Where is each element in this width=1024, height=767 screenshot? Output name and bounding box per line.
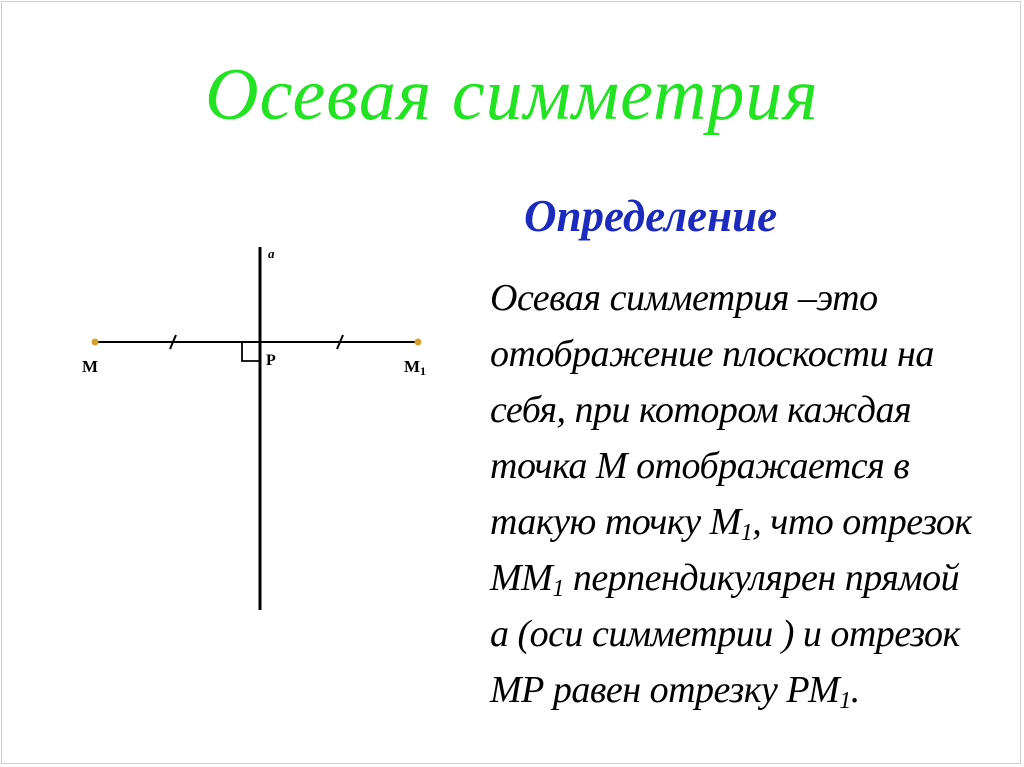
definition-line-6-subscript: 1	[552, 576, 564, 602]
definition-heading: Определение	[524, 191, 778, 241]
definition-line-6-tail: перпендикулярен прямой	[563, 557, 960, 599]
definition-line-5-subscript: 1	[740, 520, 753, 546]
definition-line-8-text: МР равен отрезку РМ	[490, 669, 840, 711]
definition-line-5-tail: , что отрезок	[752, 501, 972, 543]
definition-line-8-subscript: 1	[839, 688, 851, 714]
definition-line-4: точка М отображается в	[490, 445, 910, 487]
point-m-dot	[92, 339, 99, 346]
point-m1-label-main: М	[404, 357, 421, 376]
definition-line-3: себя, при котором каждая	[490, 389, 912, 431]
point-p-label: Р	[266, 352, 276, 369]
point-m-label: М	[82, 357, 99, 376]
slide-title: Осевая симметрия	[205, 54, 819, 136]
point-m1-label	[404, 357, 426, 378]
point-m1-dot	[415, 339, 422, 346]
right-angle-marker	[242, 342, 260, 361]
definition-line-5-text: такую точку М	[490, 501, 741, 543]
definition-line-7: а (оси симметрии ) и отрезок	[490, 613, 960, 655]
definition-line-8-tail: .	[850, 669, 860, 711]
axis-label: а	[268, 246, 275, 261]
point-m1-label-sub: 1	[420, 364, 427, 378]
definition-line-6-text: ММ	[490, 557, 553, 599]
definition-line-2: отображение плоскости на	[490, 333, 934, 375]
definition-line-1: Осевая симметрия –это	[490, 277, 878, 319]
